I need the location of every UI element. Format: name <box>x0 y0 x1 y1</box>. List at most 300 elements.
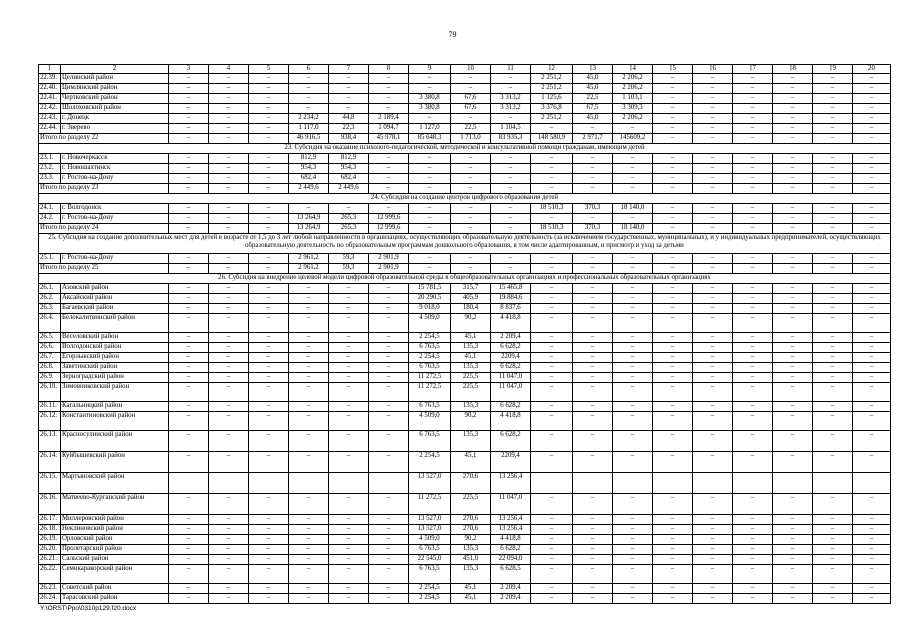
total-value-cell: – <box>573 184 613 194</box>
total-value-cell: – <box>531 184 573 194</box>
value-cell: – <box>773 304 813 314</box>
value-cell: – <box>209 565 249 584</box>
value-cell: 11 047,0 <box>491 373 531 383</box>
value-cell: 270,6 <box>451 515 491 525</box>
value-cell: – <box>693 294 733 304</box>
value-cell: – <box>249 333 289 343</box>
total-value-cell: 148 580,9 <box>531 134 573 144</box>
value-cell: – <box>491 174 531 184</box>
table-row <box>39 402 891 412</box>
value-cell: – <box>531 383 573 402</box>
value-cell: – <box>289 84 329 94</box>
value-cell: 12 999,6 <box>369 214 409 224</box>
value-cell: – <box>853 154 891 164</box>
value-cell: – <box>169 333 209 343</box>
value-cell: – <box>813 284 853 294</box>
value-cell: – <box>613 535 653 545</box>
value-cell: – <box>733 164 773 174</box>
value-cell: – <box>451 154 491 164</box>
value-cell: – <box>853 525 891 535</box>
value-cell: – <box>329 525 369 535</box>
value-cell: – <box>773 174 813 184</box>
value-cell: – <box>653 104 693 114</box>
value-cell: – <box>653 515 693 525</box>
table-row <box>39 74 891 84</box>
value-cell: – <box>613 383 653 402</box>
value-cell: 6 628,5 <box>491 565 531 584</box>
table-row <box>39 594 891 604</box>
total-value-cell: – <box>491 184 531 194</box>
value-cell: 13 264,9 <box>289 214 329 224</box>
value-cell: – <box>813 114 853 124</box>
table-row <box>39 494 891 515</box>
value-cell: – <box>813 154 853 164</box>
value-cell: – <box>693 84 733 94</box>
value-cell: 3 380,8 <box>409 94 451 104</box>
value-cell: – <box>531 363 573 373</box>
total-value-cell: – <box>451 224 491 234</box>
total-value-cell: – <box>653 224 693 234</box>
value-cell: – <box>733 204 773 214</box>
value-cell: – <box>693 204 733 214</box>
value-cell <box>329 473 369 494</box>
value-cell: 682,4 <box>289 174 329 184</box>
municipality-name-cell: Зерноградский район <box>61 373 169 383</box>
municipality-name-cell: Мартыновский район <box>61 473 169 494</box>
value-cell: – <box>573 363 613 373</box>
value-cell <box>653 473 693 494</box>
value-cell: – <box>531 412 573 431</box>
value-cell: – <box>573 555 613 565</box>
value-cell: – <box>531 154 573 164</box>
value-cell: – <box>853 94 891 104</box>
table-row <box>39 515 891 525</box>
value-cell: – <box>613 373 653 383</box>
value-cell: – <box>613 164 653 174</box>
table-row <box>39 373 891 383</box>
value-cell: 13 256,4 <box>491 525 531 535</box>
value-cell: – <box>573 565 613 584</box>
value-cell: – <box>369 294 409 304</box>
value-cell: 812,9 <box>289 154 329 164</box>
value-cell: – <box>369 515 409 525</box>
total-value-cell: 2 961,2 <box>289 264 329 274</box>
value-cell: – <box>853 204 891 214</box>
value-cell: – <box>693 494 733 515</box>
value-cell: – <box>209 431 249 452</box>
value-cell: – <box>369 452 409 473</box>
value-cell <box>613 473 653 494</box>
table-row <box>39 174 891 184</box>
value-cell: – <box>329 343 369 353</box>
value-cell: – <box>853 353 891 363</box>
value-cell: – <box>209 525 249 535</box>
table-row <box>39 545 891 555</box>
value-cell: – <box>613 545 653 555</box>
column-header-20: 20 <box>853 65 891 74</box>
municipality-name-cell: Цимлянский район <box>61 84 169 94</box>
table-row <box>39 535 891 545</box>
value-cell: – <box>531 124 573 134</box>
value-cell: – <box>853 383 891 402</box>
value-cell: – <box>289 584 329 594</box>
value-cell: – <box>853 584 891 594</box>
value-cell: – <box>733 431 773 452</box>
municipality-name-cell: г. Ростов-на-Дону <box>61 254 169 264</box>
value-cell: 45,1 <box>451 353 491 363</box>
value-cell: – <box>169 164 209 174</box>
total-value-cell: – <box>573 264 613 274</box>
value-cell <box>249 473 289 494</box>
value-cell: – <box>531 431 573 452</box>
value-cell: – <box>733 174 773 184</box>
value-cell: – <box>369 373 409 383</box>
value-cell: – <box>733 84 773 94</box>
value-cell: – <box>451 164 491 174</box>
value-cell: – <box>369 284 409 294</box>
value-cell: 2 209,4 <box>491 584 531 594</box>
row-number-cell: 26.1. <box>39 284 61 294</box>
value-cell: – <box>733 373 773 383</box>
column-header-3: 3 <box>169 65 209 74</box>
value-cell: – <box>733 124 773 134</box>
value-cell: – <box>369 363 409 373</box>
value-cell: – <box>573 373 613 383</box>
value-cell: – <box>169 555 209 565</box>
table-row <box>39 154 891 164</box>
municipality-name-cell: Миллеровский район <box>61 515 169 525</box>
value-cell: – <box>169 94 209 104</box>
section-heading-row <box>39 274 891 284</box>
value-cell: – <box>813 535 853 545</box>
municipality-name-cell: Пролетарский район <box>61 545 169 555</box>
value-cell: – <box>773 124 813 134</box>
value-cell: – <box>369 104 409 114</box>
value-cell: – <box>853 254 891 264</box>
value-cell: – <box>653 584 693 594</box>
value-cell: – <box>853 74 891 84</box>
value-cell: 2 254,5 <box>409 594 451 604</box>
value-cell: – <box>329 383 369 402</box>
value-cell: – <box>289 353 329 363</box>
value-cell: – <box>733 314 773 333</box>
total-value-cell: – <box>733 224 773 234</box>
value-cell: – <box>733 494 773 515</box>
total-value-cell: – <box>491 264 531 274</box>
row-number-cell: 26.13. <box>39 431 61 452</box>
section-heading-row <box>39 144 891 154</box>
value-cell: – <box>733 363 773 373</box>
total-value-cell: – <box>733 264 773 274</box>
value-cell: 954,3 <box>329 164 369 174</box>
total-value-cell: 45 978,1 <box>369 134 409 144</box>
value-cell: – <box>613 294 653 304</box>
value-cell: – <box>169 431 209 452</box>
value-cell: 315,7 <box>451 284 491 294</box>
total-value-cell: – <box>613 184 653 194</box>
column-header-12: 12 <box>531 65 573 74</box>
value-cell: – <box>249 525 289 535</box>
value-cell: – <box>249 494 289 515</box>
municipality-name-cell: Белокалитвинский район <box>61 314 169 333</box>
value-cell: – <box>613 314 653 333</box>
value-cell: – <box>491 154 531 164</box>
value-cell: 18 510,3 <box>531 204 573 214</box>
value-cell: – <box>733 284 773 294</box>
value-cell: 45,1 <box>451 584 491 594</box>
value-cell: – <box>733 525 773 535</box>
value-cell: – <box>249 535 289 545</box>
value-cell: – <box>613 353 653 363</box>
column-header-14: 14 <box>613 65 653 74</box>
value-cell: – <box>289 515 329 525</box>
value-cell: 45,0 <box>573 84 613 94</box>
value-cell: 225,5 <box>451 383 491 402</box>
value-cell: – <box>613 584 653 594</box>
value-cell: – <box>853 284 891 294</box>
value-cell: – <box>613 594 653 604</box>
value-cell: – <box>329 94 369 104</box>
value-cell: – <box>773 353 813 363</box>
value-cell: – <box>531 304 573 314</box>
value-cell: 682,4 <box>329 174 369 184</box>
municipality-name-cell: Матвеево-Курганский район <box>61 494 169 515</box>
value-cell: – <box>693 515 733 525</box>
value-cell: – <box>531 494 573 515</box>
total-value-cell: – <box>653 184 693 194</box>
value-cell: – <box>209 333 249 343</box>
value-cell <box>813 473 853 494</box>
value-cell: – <box>329 363 369 373</box>
value-cell: 45,0 <box>573 114 613 124</box>
value-cell: 4 418,8 <box>491 535 531 545</box>
row-number-cell: 26.9. <box>39 373 61 383</box>
value-cell: – <box>451 204 491 214</box>
value-cell: – <box>369 94 409 104</box>
value-cell: 90,2 <box>451 314 491 333</box>
value-cell: – <box>653 545 693 555</box>
value-cell: – <box>209 294 249 304</box>
value-cell: 9 018,0 <box>409 304 451 314</box>
total-value-cell: – <box>451 184 491 194</box>
total-value-cell: – <box>693 184 733 194</box>
value-cell: – <box>329 545 369 555</box>
column-header-16: 16 <box>693 65 733 74</box>
value-cell: – <box>733 343 773 353</box>
value-cell: 4 418,8 <box>491 412 531 431</box>
value-cell: – <box>653 174 693 184</box>
value-cell: – <box>289 402 329 412</box>
total-value-cell: – <box>773 224 813 234</box>
value-cell: 2 206,2 <box>613 74 653 84</box>
value-cell: – <box>813 254 853 264</box>
value-cell: – <box>613 525 653 535</box>
value-cell: – <box>289 555 329 565</box>
value-cell: – <box>573 353 613 363</box>
municipality-name-cell: Кагальницкий район <box>61 402 169 412</box>
value-cell: 44,8 <box>329 114 369 124</box>
value-cell: – <box>169 535 209 545</box>
value-cell: – <box>653 124 693 134</box>
value-cell: – <box>773 594 813 604</box>
value-cell: – <box>249 84 289 94</box>
value-cell: – <box>329 535 369 545</box>
value-cell: – <box>451 174 491 184</box>
value-cell: – <box>653 353 693 363</box>
total-value-cell: – <box>209 184 249 194</box>
value-cell: – <box>249 74 289 84</box>
value-cell: – <box>169 254 209 264</box>
value-cell: – <box>613 174 653 184</box>
table-row <box>39 284 891 294</box>
value-cell: 22 545,0 <box>409 555 451 565</box>
value-cell: 6 763,5 <box>409 343 451 353</box>
value-cell: – <box>289 452 329 473</box>
value-cell: – <box>813 452 853 473</box>
value-cell: – <box>369 304 409 314</box>
municipality-name-cell: г. Ростов-на-Дону <box>61 214 169 224</box>
value-cell: 135,3 <box>451 565 491 584</box>
value-cell: – <box>209 555 249 565</box>
value-cell: – <box>369 353 409 363</box>
municipality-name-cell: Сальский район <box>61 555 169 565</box>
value-cell: 2 251,2 <box>531 74 573 84</box>
municipality-name-cell: Целинский район <box>61 74 169 84</box>
section-total-row <box>39 134 891 144</box>
value-cell: – <box>289 314 329 333</box>
value-cell: – <box>773 494 813 515</box>
value-cell: – <box>653 214 693 224</box>
value-cell: – <box>613 402 653 412</box>
value-cell: – <box>249 363 289 373</box>
value-cell: 4 418,8 <box>491 314 531 333</box>
value-cell: – <box>853 555 891 565</box>
value-cell: – <box>409 114 451 124</box>
value-cell: – <box>693 154 733 164</box>
value-cell: 11 047,0 <box>491 494 531 515</box>
row-number-cell: 23.3. <box>39 174 61 184</box>
value-cell: – <box>209 594 249 604</box>
table-row <box>39 314 891 333</box>
value-cell: – <box>573 452 613 473</box>
table-row <box>39 584 891 594</box>
table-row <box>39 525 891 535</box>
value-cell: – <box>613 214 653 224</box>
subsidy-distribution-table <box>38 64 891 604</box>
value-cell: 2 251,2 <box>531 84 573 94</box>
value-cell: – <box>491 84 531 94</box>
value-cell: – <box>169 84 209 94</box>
value-cell: – <box>653 494 693 515</box>
value-cell: – <box>653 294 693 304</box>
value-cell: – <box>249 284 289 294</box>
value-cell: – <box>369 174 409 184</box>
row-number-cell: 22.44. <box>39 124 61 134</box>
value-cell: – <box>289 294 329 304</box>
value-cell: – <box>409 154 451 164</box>
value-cell: – <box>693 254 733 264</box>
value-cell: – <box>369 412 409 431</box>
value-cell: – <box>209 84 249 94</box>
document-file-path: Y:\ORST\Ppo\0310p129.f20.docx <box>40 605 137 612</box>
value-cell: – <box>573 124 613 134</box>
value-cell: – <box>369 383 409 402</box>
column-number-header-row <box>39 65 891 74</box>
value-cell: 11 047,0 <box>491 383 531 402</box>
value-cell: – <box>573 412 613 431</box>
value-cell: – <box>573 545 613 555</box>
value-cell: – <box>289 104 329 114</box>
value-cell: – <box>773 565 813 584</box>
total-value-cell: 2 449,6 <box>289 184 329 194</box>
value-cell: – <box>813 494 853 515</box>
table-row <box>39 555 891 565</box>
row-number-cell: 26.21. <box>39 555 61 565</box>
value-cell: – <box>853 214 891 224</box>
value-cell: – <box>573 594 613 604</box>
value-cell: – <box>693 373 733 383</box>
value-cell: – <box>209 402 249 412</box>
value-cell: – <box>773 535 813 545</box>
row-number-cell: 26.17. <box>39 515 61 525</box>
value-cell: – <box>169 515 209 525</box>
value-cell: – <box>249 412 289 431</box>
total-value-cell: – <box>369 184 409 194</box>
value-cell: – <box>853 402 891 412</box>
total-value-cell: – <box>409 184 451 194</box>
value-cell: – <box>531 174 573 184</box>
value-cell: – <box>693 565 733 584</box>
value-cell: – <box>773 402 813 412</box>
section-heading-row <box>39 234 891 254</box>
value-cell: – <box>169 452 209 473</box>
value-cell: – <box>773 363 813 373</box>
total-value-cell: – <box>813 264 853 274</box>
value-cell: 8 837,6 <box>491 304 531 314</box>
value-cell: – <box>653 535 693 545</box>
value-cell: – <box>169 154 209 164</box>
value-cell: – <box>613 452 653 473</box>
column-header-7: 7 <box>329 65 369 74</box>
value-cell: 2 254,5 <box>409 452 451 473</box>
value-cell: – <box>289 545 329 555</box>
value-cell: – <box>853 545 891 555</box>
section-heading: 26. Субсидия на внедрение целевой модели цифровой образовательной среды в общеобразовательных организациях и профессиональных образовательных организациях <box>39 274 891 284</box>
row-number-cell: 26.22. <box>39 565 61 584</box>
value-cell: – <box>169 294 209 304</box>
value-cell: – <box>653 402 693 412</box>
value-cell: – <box>409 84 451 94</box>
value-cell <box>531 473 573 494</box>
value-cell: – <box>451 214 491 224</box>
value-cell: – <box>329 204 369 214</box>
value-cell: – <box>733 584 773 594</box>
value-cell: – <box>409 74 451 84</box>
total-value-cell: – <box>693 134 733 144</box>
value-cell: – <box>169 104 209 114</box>
value-cell: – <box>733 74 773 84</box>
value-cell: – <box>209 124 249 134</box>
value-cell: – <box>329 555 369 565</box>
value-cell: 13 256,4 <box>491 515 531 525</box>
page-number: 79 <box>448 30 457 39</box>
value-cell: – <box>249 353 289 363</box>
value-cell: – <box>289 525 329 535</box>
value-cell: – <box>369 164 409 174</box>
value-cell: – <box>573 154 613 164</box>
value-cell: – <box>853 412 891 431</box>
total-value-cell: – <box>853 184 891 194</box>
